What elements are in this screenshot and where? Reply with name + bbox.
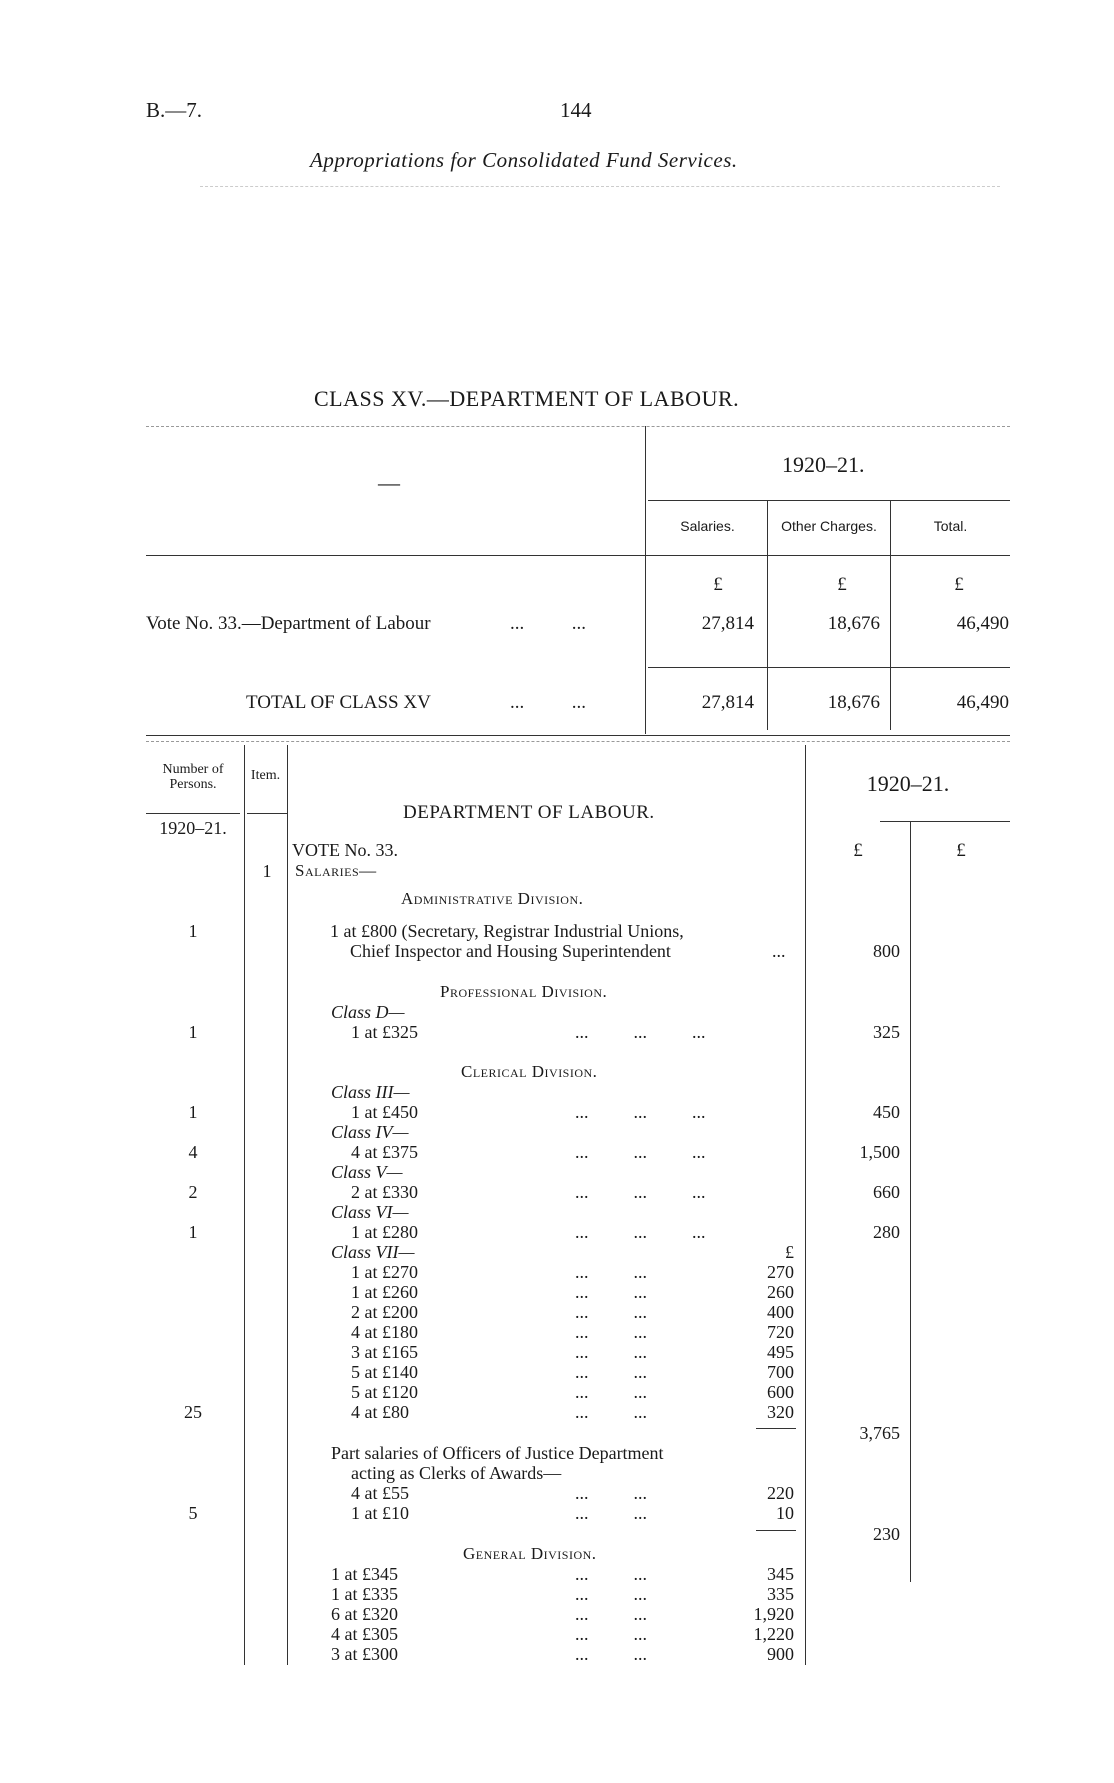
class7-count: 25 <box>184 1402 202 1422</box>
clerical-class: Class IV— <box>331 1122 409 1142</box>
class7-line: 2 at £200 <box>351 1302 418 1322</box>
part-dots: ... ... <box>575 1503 647 1523</box>
class7-dots: ... ... <box>575 1322 647 1342</box>
summary-row-label: Vote No. 33.—Department of Labour <box>146 613 431 634</box>
admin-amount: 800 <box>873 941 900 961</box>
detail-col-item: Item. <box>250 768 281 783</box>
detail-currency-right: £ <box>956 840 966 861</box>
class7-amount: 260 <box>767 1282 794 1302</box>
detail-item-rule <box>247 813 287 814</box>
prof-division-heading: Professional Division. <box>440 982 608 1001</box>
prof-line: 1 at £325 <box>351 1022 418 1042</box>
class7-total: 3,765 <box>859 1423 900 1443</box>
clerical-class: Class III— <box>331 1082 410 1102</box>
class7-dots: ... ... <box>575 1262 647 1282</box>
clerical-line: 2 at £330 <box>351 1182 418 1202</box>
class-heading: CLASS XV.—DEPARTMENT OF LABOUR. <box>314 386 740 411</box>
class7-amount: 400 <box>767 1302 794 1322</box>
summary-currency-salaries: £ <box>713 574 723 595</box>
clerical-count: 2 <box>188 1182 198 1202</box>
part-amount: 10 <box>776 1503 794 1523</box>
admin-line-1: 1 at £800 (Secretary, Registrar Industrial Unions, <box>330 921 684 941</box>
prof-amount: 325 <box>873 1022 900 1042</box>
clerical-dots: ... ... ... <box>575 1142 706 1162</box>
clerical-amount: 450 <box>873 1102 900 1122</box>
clerical-amount: 280 <box>873 1222 900 1242</box>
admin-dots: ... <box>772 941 786 961</box>
summary-year: 1920–21. <box>782 452 865 477</box>
clerical-dots: ... ... ... <box>575 1102 706 1122</box>
class7-line: 1 at £270 <box>351 1262 418 1282</box>
part-total: 230 <box>873 1524 900 1544</box>
summary-top-rule <box>146 426 1010 427</box>
general-line: 4 at £305 <box>331 1624 398 1644</box>
general-division-heading: General Division. <box>463 1544 597 1563</box>
general-dots: ... ... <box>575 1564 647 1584</box>
general-dots: ... ... <box>575 1644 647 1664</box>
item-number: 1 <box>262 861 272 881</box>
general-dots: ... ... <box>575 1624 647 1644</box>
summary-col-other: Other Charges. <box>781 518 877 534</box>
summary-total-salaries: 27,814 <box>701 692 754 713</box>
prof-count: 1 <box>188 1022 198 1042</box>
page-number: 144 <box>560 98 592 122</box>
general-dots: ... ... <box>575 1584 647 1604</box>
detail-year-rule-right <box>880 821 1010 822</box>
part-sum-rule <box>756 1530 796 1531</box>
summary-currency-total: £ <box>954 574 964 595</box>
class7-heading: Class VII— <box>331 1242 415 1262</box>
summary-total-other: 18,676 <box>827 692 880 713</box>
summary-row-salaries: 27,814 <box>701 613 754 634</box>
vote-heading: VOTE No. 33. <box>292 840 398 860</box>
summary-bottom-rule-2 <box>146 741 1010 742</box>
summary-row-dots: ... ... <box>510 613 586 634</box>
class7-amount: 700 <box>767 1362 794 1382</box>
class7-line: 3 at £165 <box>351 1342 418 1362</box>
summary-dash: — <box>378 470 400 495</box>
class7-currency: £ <box>785 1242 794 1262</box>
summary-row-total: 46,490 <box>956 613 1009 634</box>
detail-col-divider-1 <box>244 745 245 1665</box>
general-dots: ... ... <box>575 1604 647 1624</box>
class7-dots: ... ... <box>575 1402 647 1422</box>
clerical-line: 1 at £280 <box>351 1222 418 1242</box>
clerical-count: 1 <box>188 1102 198 1122</box>
class7-line: 1 at £260 <box>351 1282 418 1302</box>
prof-dots: ... ... ... <box>575 1022 706 1042</box>
admin-count: 1 <box>188 921 198 941</box>
general-line: 3 at £300 <box>331 1644 398 1664</box>
part-amount: 220 <box>767 1483 794 1503</box>
detail-col-divider-4 <box>910 822 911 1582</box>
part-line: 1 at £10 <box>351 1503 409 1523</box>
page-subtitle: Appropriations for Consolidated Fund Services. <box>310 148 738 172</box>
part-count: 5 <box>188 1503 198 1523</box>
part-dots: ... ... <box>575 1483 647 1503</box>
class7-amount: 600 <box>767 1382 794 1402</box>
general-line: 1 at £335 <box>331 1584 398 1604</box>
general-amount: 345 <box>767 1564 794 1584</box>
clerical-line: 1 at £450 <box>351 1102 418 1122</box>
clerical-count: 4 <box>188 1142 198 1162</box>
salaries-heading: Salaries— <box>295 861 377 880</box>
class7-dots: ... ... <box>575 1342 647 1362</box>
class7-line: 4 at £80 <box>351 1402 409 1422</box>
class7-sum-rule <box>756 1428 796 1429</box>
class7-dots: ... ... <box>575 1282 647 1302</box>
class7-line: 5 at £140 <box>351 1362 418 1382</box>
clerical-amount: 660 <box>873 1182 900 1202</box>
summary-col-divider <box>645 426 646 734</box>
class7-dots: ... ... <box>575 1362 647 1382</box>
general-line: 1 at £345 <box>331 1564 398 1584</box>
clerical-line: 4 at £375 <box>351 1142 418 1162</box>
admin-division-heading: Administrative Division. <box>401 889 584 908</box>
general-line: 6 at £320 <box>331 1604 398 1624</box>
summary-col-total: Total. <box>933 518 968 534</box>
detail-title: DEPARTMENT OF LABOUR. <box>403 802 655 823</box>
admin-line-2: Chief Inspector and Housing Superintendent <box>350 941 671 961</box>
class7-amount: 320 <box>767 1402 794 1422</box>
summary-total-rule <box>648 667 1010 668</box>
subtitle-rule <box>200 186 1000 187</box>
summary-year-rule <box>648 500 1010 501</box>
summary-col-salaries: Salaries. <box>680 518 735 534</box>
detail-year-rule-left <box>146 813 240 814</box>
clerical-amount: 1,500 <box>859 1142 900 1162</box>
general-amount: 1,220 <box>753 1624 794 1644</box>
part-salaries-line-1: Part salaries of Officers of Justice Department <box>331 1443 664 1463</box>
summary-total-dots: ... ... <box>510 692 586 713</box>
detail-col-year-right: 1920–21. <box>866 771 950 796</box>
general-amount: 900 <box>767 1644 794 1664</box>
clerical-class: Class V— <box>331 1162 403 1182</box>
clerical-count: 1 <box>188 1222 198 1242</box>
general-amount: 1,920 <box>753 1604 794 1624</box>
summary-total-label: TOTAL OF CLASS XV <box>246 692 431 713</box>
page-ref: B.—7. <box>146 98 203 122</box>
summary-currency-other: £ <box>837 574 847 595</box>
summary-row-other: 18,676 <box>827 613 880 634</box>
clerical-class: Class VI— <box>331 1202 409 1222</box>
part-salaries-line-2: acting as Clerks of Awards— <box>351 1463 562 1483</box>
clerical-division-heading: Clerical Division. <box>461 1062 598 1081</box>
detail-currency-left: £ <box>853 840 863 861</box>
detail-col-number: Number of Persons. <box>162 762 224 792</box>
clerical-dots: ... ... ... <box>575 1182 706 1202</box>
prof-class: Class D— <box>331 1002 405 1022</box>
class7-line: 4 at £180 <box>351 1322 418 1342</box>
class7-amount: 270 <box>767 1262 794 1282</box>
class7-dots: ... ... <box>575 1302 647 1322</box>
class7-dots: ... ... <box>575 1382 647 1402</box>
class7-amount: 495 <box>767 1342 794 1362</box>
detail-col-divider-2 <box>287 745 288 1665</box>
clerical-dots: ... ... ... <box>575 1222 706 1242</box>
summary-header-rule <box>146 555 1010 556</box>
general-amount: 335 <box>767 1584 794 1604</box>
summary-total-total: 46,490 <box>956 692 1009 713</box>
summary-bottom-rule <box>146 735 1010 736</box>
detail-col-year-left: 1920–21. <box>159 818 227 838</box>
part-line: 4 at £55 <box>351 1483 409 1503</box>
class7-amount: 720 <box>767 1322 794 1342</box>
class7-line: 5 at £120 <box>351 1382 418 1402</box>
